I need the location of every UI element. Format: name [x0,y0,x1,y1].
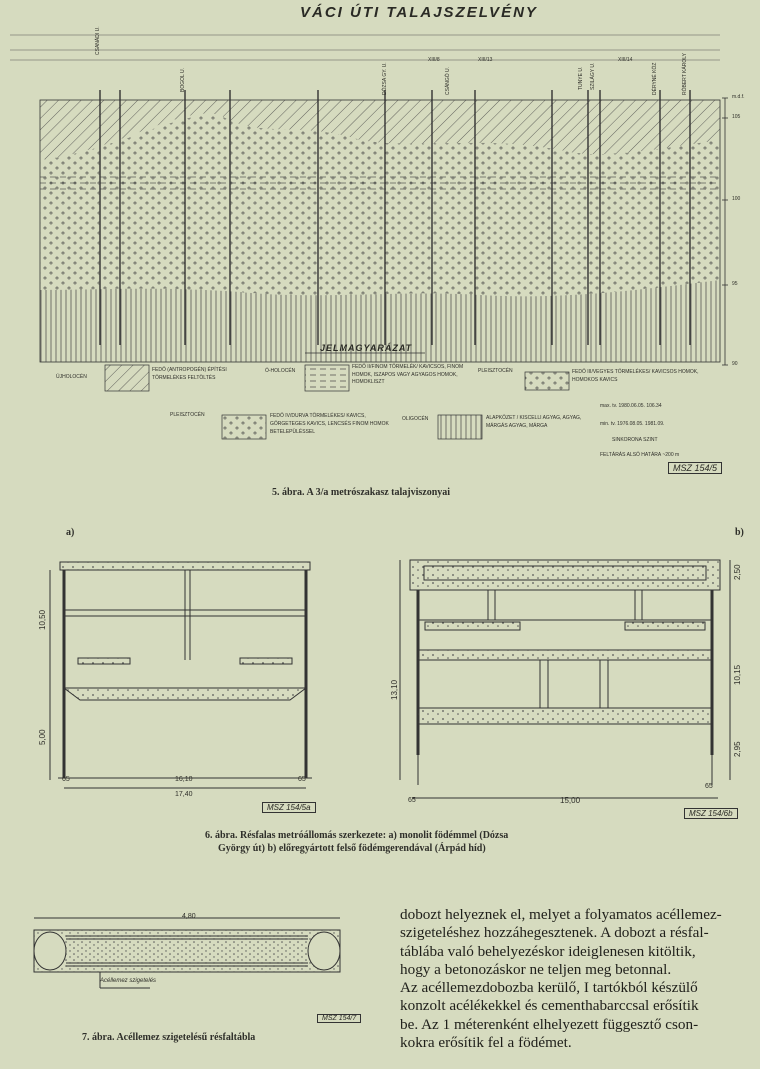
water-level: max. tv. 1980.06.05. 106.34 [600,403,662,409]
paragraph-line: Az acéllemezdobozba kerülő, I tartókból készülő [400,979,698,997]
paragraph-line: dobozt helyeznek el, melyet a folyamatos acéllemez- [400,906,722,923]
dim-edge-right: 65 [298,776,306,783]
station-label: XIII/8 [428,57,440,63]
level-label: 100 [732,196,741,202]
dim-width: 16,10 [175,776,193,783]
station-label: BOGOL U. [180,68,186,92]
paragraph-line: be. Az 1 méterenként elhelyezett függesztő cson- [400,1015,699,1033]
dim-top: 2,50 [733,564,742,580]
station-label: CSANÁDI U. [95,26,101,55]
legend-text: FEDŐ (ANTROPOGÉN) ÉPÍTÉSI TÖRMELÉKES FELTÖLTÉS [152,367,227,381]
dim-width: 15,00 [560,796,581,805]
level-label: 90 [732,361,738,367]
level-label: m.d.f. [732,94,745,100]
station-label: XIII/14 [618,57,633,63]
legend-text: FEDŐ III/VEGYES TÖRMELÉKES/ KAVICSOS HOMOK, HOMOKOS KAVICS [572,369,699,383]
figure6-caption-line2: György út) b) előregyártott felső födémgerendával (Árpád híd) [218,843,486,854]
figure5-caption: 5. ábra. A 3/a metrószakasz talajviszonyai [272,487,451,498]
dim-edge-left: 65 [408,797,416,804]
figure7-caption: 7. ábra. Acéllemez szigetelésű résfaltábla [82,1032,256,1043]
station-label: XIII/13 [478,57,493,63]
paragraph-line: hogy a betonozáskor ne teljen meg betonnal. [400,960,672,978]
figure6-caption-line1: 6. ábra. Résfalas metróállomás szerkezete: a) monolit födémmel (Dózsa [205,830,509,841]
legend-text: FEDŐ IV/DURVA TÖRMELÉKES/ KAVICS, GÖRGETEGES KAVICS, LENCSÉS FINOM HOMOK BETELEPÜLÉSSEL [270,413,389,435]
station-label: CSÁNGÓ U. [445,66,451,95]
legend-period: ÚJHOLOCÉN [56,374,87,380]
dim-bottom: 2,95 [733,741,742,757]
legend-title: JELMAGYARÁZAT [320,343,413,353]
level-label: 105 [732,114,741,120]
dim-total-height: 13,10 [390,679,399,700]
dim-mid-height: 10,15 [733,664,742,685]
figure6b-ref: MSZ 154/6b [684,808,738,819]
level-label: 95 [732,281,738,287]
figure7-ref: MSZ 154/7 [317,1014,361,1023]
paragraph-line: konzolt acélékekkel és cementhabarccsal erősítik [400,997,699,1015]
water-level: SINKORONA SZINT [612,437,658,443]
figure7-width: 4,80 [182,913,196,920]
legend-text: FEDŐ II/FINOM TÖRMELÉK/ KAVICSOS, FINOM HOMOK, ISZAPOS VAGY AGYAGOS HOMOK, HOMOKLISZT [352,364,464,385]
station-label: DÓZSA GY. U. [382,62,388,95]
legend-period: Ó-HOLOCÉN [265,368,296,374]
station-cross-section-drawing [0,540,760,830]
dim-edge-right: 65 [705,783,713,790]
dim-height: 10,50 [38,609,47,630]
station-label: RÓBERT KÁROLY [682,53,688,95]
paragraph-line: szigeteléshez hozzáhegesztenek. A dobozt a résfal- [400,924,709,942]
legend-text: ALAPKŐZET / KISCELLI AGYAG, AGYAG, MÁRGÁS AGYAG, MÁRGA [486,415,582,429]
figure6-label-a: a) [66,527,75,538]
figure6-label-b: b) [735,527,744,538]
steel-plate-panel-drawing [0,910,370,1030]
legend-period: OLIGOCÉN [402,416,429,422]
dim-lower: 5,00 [38,729,47,745]
legend-period: PLEISZTOCÉN [170,412,205,418]
station-label: SZILÁGY U. [590,62,596,90]
legend-period: PLEISZTOCÉN [478,368,513,374]
paragraph-line: kokra erősítik fel a födémet. [400,1034,572,1052]
dim-edge-left: 65 [62,776,70,783]
station-label: DÉRYNÉ KÖZ [652,62,658,95]
water-level: min. tv. 1976.08.05. 1981.09. [600,421,665,427]
water-level: FELTÁRÁS ALSÓ HATÁRA ~200 m [600,452,680,458]
figure7-inner-label: Acéllemez szigetelés [100,978,157,984]
figure6a-ref: MSZ 154/5a [262,802,316,813]
station-label: TUNYE U. [578,66,584,90]
dim-total: 17,40 [175,791,193,798]
paragraph-line: táblába való behelyezéskor ideiglenesen kitöltik, [400,942,696,960]
body-paragraph [400,906,740,1052]
figure5-title: VÁCI ÚTI TALAJSZELVÉNY [300,4,538,21]
figure5-ref: MSZ 154/5 [668,462,722,474]
